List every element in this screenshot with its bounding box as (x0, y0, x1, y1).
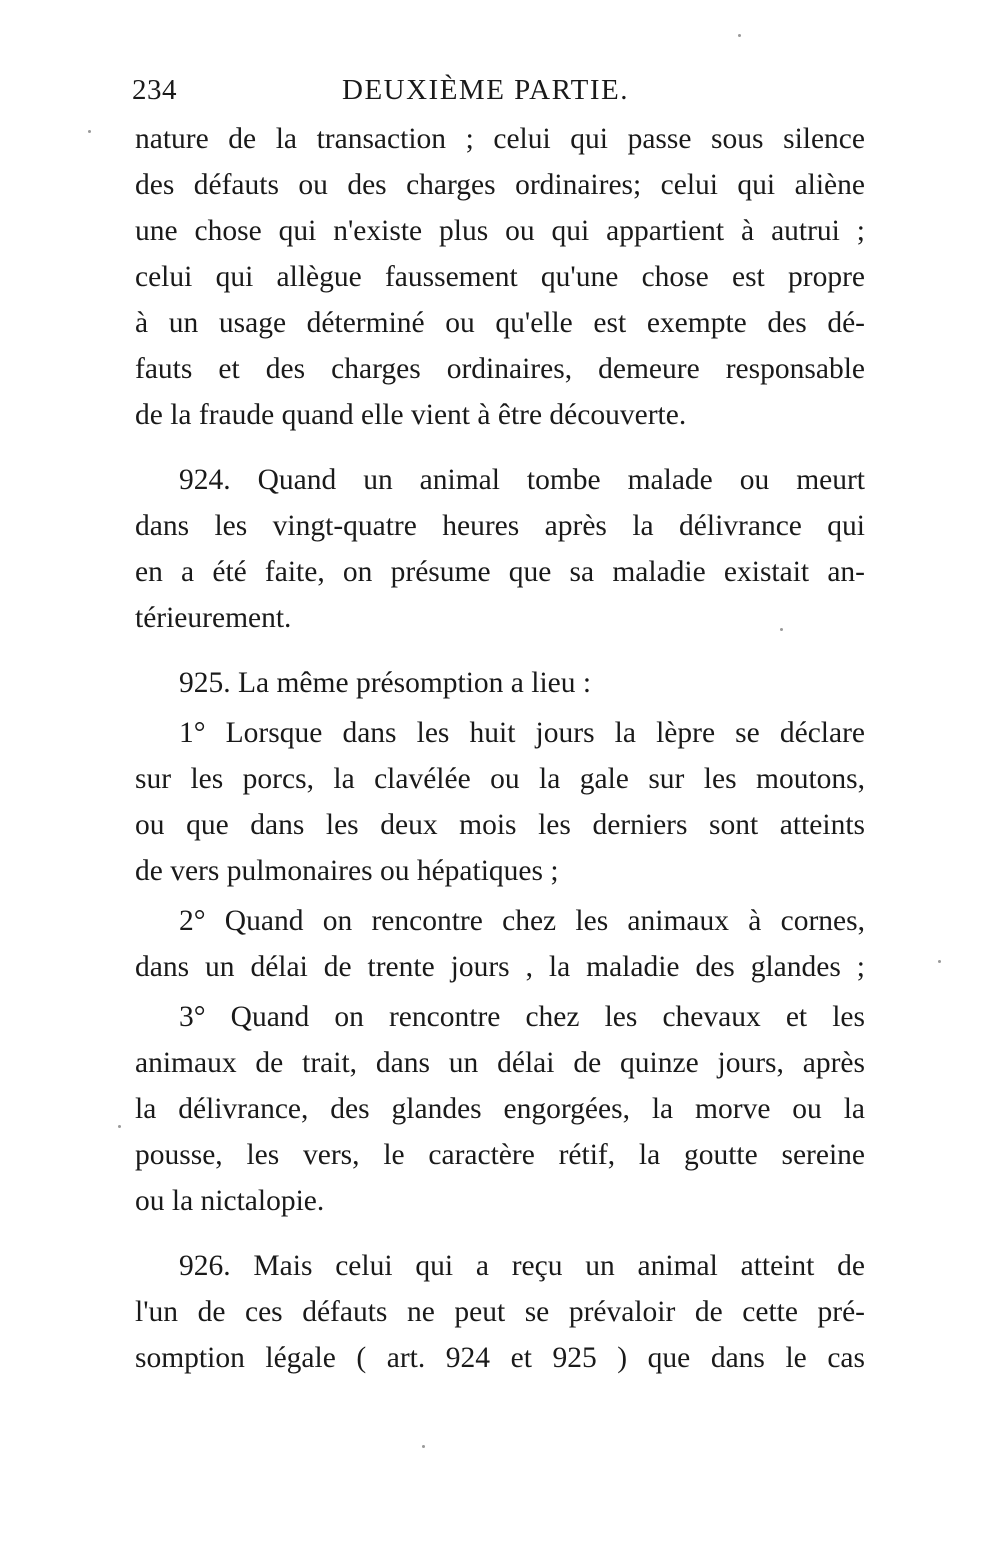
text-line: en a été faite, on présume que sa maladie existait an- (135, 556, 865, 588)
text-line: dans un délai de trente jours , la maladie des glandes ; (135, 951, 865, 983)
article-925-item-2 (135, 898, 865, 990)
text-line: 924. Quand un animal tombe malade ou meurt (179, 464, 865, 496)
text-line: une chose qui n'existe plus ou qui appartient à autrui ; (135, 215, 865, 247)
article-924 (135, 457, 865, 641)
text-line: la délivrance, des glandes engorgées, la morve ou la (135, 1093, 865, 1125)
article-926 (135, 1243, 865, 1381)
paper-speck (118, 1125, 121, 1128)
text-line: de la fraude quand elle vient à être découverte. (135, 399, 687, 431)
text-line: pousse, les vers, le caractère rétif, la goutte sereine (135, 1139, 865, 1171)
text-line: 925. La même présomption a lieu : (179, 667, 592, 699)
article-925-item-1 (135, 710, 865, 894)
page-number: 234 (132, 74, 177, 106)
paper-speck (780, 628, 783, 631)
text-line: celui qui allègue faussement qu'une chose est propre (135, 261, 865, 293)
paper-speck (422, 1445, 425, 1448)
text-line: dans les vingt-quatre heures après la délivrance qui (135, 510, 865, 542)
text-line: à un usage déterminé ou qu'elle est exempte des dé- (135, 307, 865, 339)
paper-speck (88, 130, 91, 133)
text-line: nature de la transaction ; celui qui passe sous silence (135, 123, 865, 155)
body-text (135, 116, 865, 1381)
article-925-item-3 (135, 994, 865, 1224)
text-line: ou la nictalopie. (135, 1185, 325, 1217)
article-925 (135, 660, 865, 706)
paper-speck (738, 34, 741, 37)
text-line: térieurement. (135, 602, 292, 634)
page-header (132, 70, 872, 114)
paper-speck (938, 960, 941, 963)
text-line: 926. Mais celui qui a reçu un animal atteint de (179, 1250, 865, 1282)
text-line: 3° Quand on rencontre chez les chevaux et les (179, 1001, 865, 1033)
text-line: de vers pulmonaires ou hépatiques ; (135, 855, 559, 887)
text-line: animaux de trait, dans un délai de quinze jours, après (135, 1047, 865, 1079)
text-line: l'un de ces défauts ne peut se prévaloir de cette pré- (135, 1296, 865, 1328)
text-line: 1° Lorsque dans les huit jours la lèpre se déclare (179, 717, 865, 749)
text-line: 2° Quand on rencontre chez les animaux à cornes, (179, 905, 865, 937)
text-line: somption légale ( art. 924 et 925 ) que dans le cas (135, 1342, 865, 1374)
text-line: sur les porcs, la clavélée ou la gale sur les moutons, (135, 763, 865, 795)
paragraph-continued (135, 116, 865, 438)
text-line: des défauts ou des charges ordinaires; celui qui aliène (135, 169, 865, 201)
text-line: fauts et des charges ordinaires, demeure responsable (135, 353, 865, 385)
running-title: DEUXIÈME PARTIE. (342, 74, 630, 106)
text-line: ou que dans les deux mois les derniers sont atteints (135, 809, 865, 841)
